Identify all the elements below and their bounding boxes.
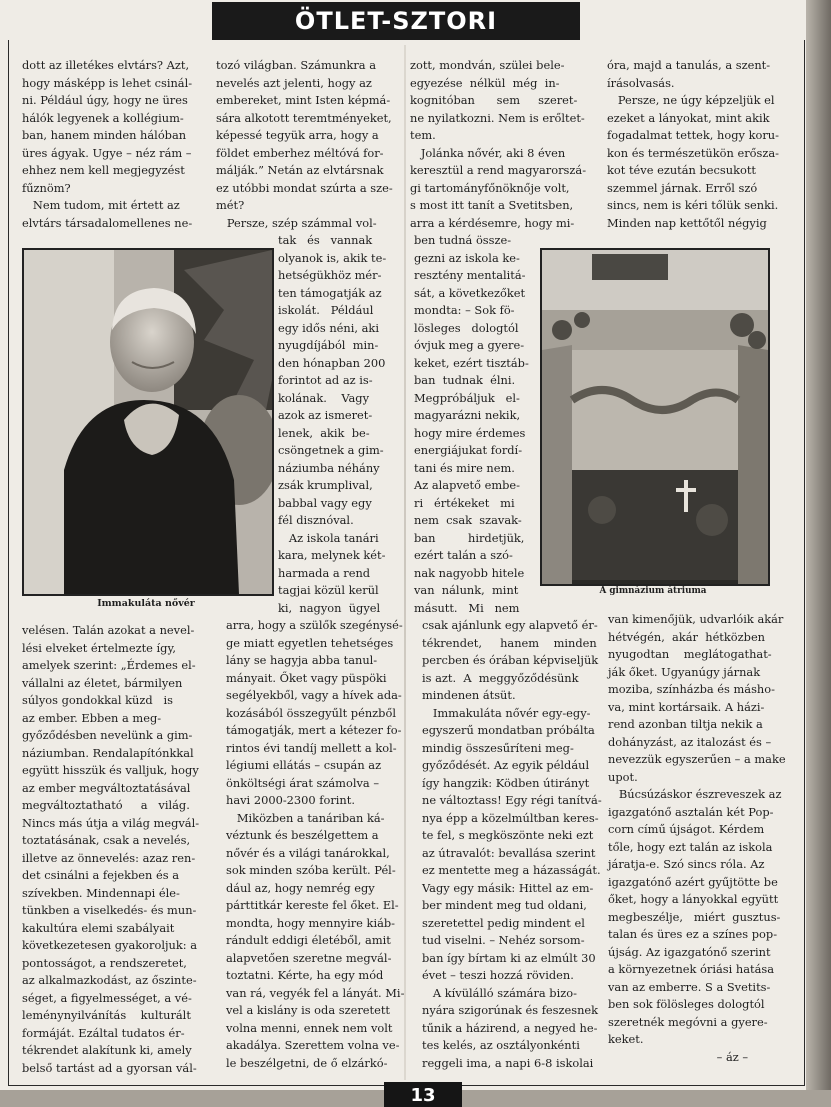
text-line: den hónapban 200	[278, 355, 386, 370]
text-line: győződésben nevelünk a gim-	[22, 728, 193, 742]
column-1-bottom	[22, 622, 199, 1077]
text-line: olyanok is, akik te-	[278, 250, 387, 265]
text-line: hálók legyenek a kollégium-	[22, 110, 184, 125]
text-line: sincs, nem is kéri tőlük senki.	[607, 198, 779, 212]
text-line: te fel, s megköszönte neki ezt	[422, 828, 594, 842]
text-line: kakultúra elemi szabályait	[22, 920, 175, 935]
text-line: kolának. Vagy	[278, 390, 370, 405]
page-edge-shadow	[806, 0, 831, 1107]
text-line: Jolánka nővér, aki 8 éven	[410, 145, 566, 160]
text-line: amelyek szerint: „Érdemes el-	[22, 658, 196, 672]
text-line: keket, ezért tisztáb-	[414, 355, 529, 370]
text-line: támogatják, mert a kétezer fo-	[226, 723, 402, 737]
text-line: csak ajánlunk egy alapvető ér-	[422, 618, 598, 632]
text-line: Búcsúzáskor észreveszek az	[608, 787, 782, 801]
text-line: tagjai közül kerül	[278, 583, 379, 597]
text-line: forintot ad az is-	[278, 373, 373, 387]
text-line: moziba, színházba és másho-	[608, 682, 775, 696]
text-line: harmada a rend	[278, 565, 371, 580]
text-line: ban így bírtam ki az elmúlt 30	[422, 950, 596, 965]
text-line: évet – teszi hozzá röviden.	[422, 968, 574, 982]
text-line: van nálunk, mint	[414, 583, 519, 597]
text-line: hogy másképp is lehet csinál-	[22, 75, 193, 90]
text-line: zott, mondván, szülei bele-	[410, 58, 565, 72]
text-line: fűznöm?	[22, 180, 71, 195]
portrait-caption: Immakuláta nővér	[97, 598, 195, 609]
text-line: toztatásának, csak a nevelés,	[22, 833, 191, 847]
atrium-caption: A gimnázium átriuma	[599, 586, 707, 596]
text-line: náziumba néhány	[278, 460, 380, 475]
text-line: dott az illetékes elvtárs? Azt,	[22, 58, 190, 72]
text-line: tem.	[410, 128, 436, 142]
text-line: nevezzük egyszerűen – a make	[608, 752, 786, 766]
text-line: Az alapvető embe-	[414, 478, 521, 492]
column-2-bottom	[226, 617, 404, 1072]
text-line: tékrendet, hanem minden	[422, 635, 597, 650]
text-line: kot téve ezután becsukott	[607, 163, 756, 177]
text-line: lenek, akik be-	[278, 425, 370, 440]
text-line: is azt. A meggyőződésünk	[422, 670, 579, 685]
text-line: ben tudná össze-	[414, 233, 512, 247]
portrait-photo	[22, 248, 274, 596]
text-line: mondta: – Sok fö-	[414, 303, 515, 317]
text-line: Persze, szép számmal vol-	[216, 215, 377, 230]
text-line: sára alkotott teremtményeket,	[216, 110, 392, 125]
text-line: hetségükhöz mér-	[278, 268, 382, 282]
column-3-bottom	[422, 617, 602, 1072]
text-line: ber mindent meg tud oldani,	[422, 898, 587, 912]
text-line: hétvégén, akár hétközben	[608, 629, 766, 644]
text-line: önköltségi árat számolva –	[226, 775, 380, 790]
text-line: van rá, vegyék fel a lányát. Mi-	[226, 985, 405, 1000]
text-line: tünkben a viselkedés- és mun-	[22, 903, 197, 917]
text-line: nya épp a közelmúltban keres-	[422, 810, 599, 825]
text-line: együtt hisszük és valljuk, hogy	[22, 763, 199, 777]
column-4-top	[607, 57, 779, 232]
text-line: az ember megváltoztatásával	[22, 780, 191, 795]
text-line: őket, hogy a lányokkal együtt	[608, 892, 779, 906]
text-line: velésen. Talán azokat a nevel-	[22, 623, 195, 637]
text-line: le beszélgetni, de ő elzárkó-	[226, 1055, 388, 1070]
text-line: segélyekből, vagy a hívek ada-	[226, 688, 402, 702]
text-line: rend azonban tiltja nekik a	[608, 717, 763, 731]
text-line: nak nagyobb hitele	[414, 565, 525, 580]
section-title: ÖTLET-SZTORI	[294, 7, 498, 35]
atrium-photo	[540, 248, 770, 586]
text-line: kognitóban sem szeret-	[410, 93, 578, 107]
text-line: súlyos gondokkal küzd is	[22, 693, 173, 707]
text-line: percben és órában képviseljük	[422, 653, 599, 667]
text-line: nővér és a világi tanárokkal,	[226, 845, 390, 860]
text-line: rándult eddigi életéből, amit	[226, 933, 391, 947]
text-line: szívekben. Mindennapi éle-	[22, 885, 180, 900]
text-line: az alkalmazkodást, az őszinte-	[22, 973, 197, 987]
text-line: nyugdíjából min-	[278, 338, 379, 352]
column-4-bottom	[608, 611, 786, 1066]
text-line: véztunk és beszélgettem a	[226, 828, 379, 842]
text-line: ten támogatják az	[278, 285, 382, 300]
text-line: ni. Például úgy, hogy ne üres	[22, 93, 188, 107]
text-line: üres ágyak. Ugye – néz rám –	[22, 145, 192, 160]
text-line: mondta, hogy mennyire kiáb-	[226, 915, 396, 930]
text-line: Megpróbáljuk el-	[414, 390, 520, 405]
text-line: nyára szigorúnak és feszesnek	[422, 1003, 599, 1017]
text-line: mét?	[216, 198, 245, 212]
text-line: vállalni az életet, bármilyen	[22, 675, 183, 690]
text-line: reggeli ima, a napi 6-8 iskolai	[422, 1055, 594, 1070]
text-line: kara, melynek két-	[278, 548, 386, 562]
text-line: írásolvasás.	[607, 75, 675, 90]
page-number: 13	[410, 1085, 436, 1106]
text-line: tani és mire nem.	[414, 460, 515, 475]
text-line: elvtárs társadalomellenes ne-	[22, 215, 193, 230]
text-line: megváltoztatható a világ.	[22, 798, 190, 812]
text-line: ge miatt egyetlen tehetséges	[226, 635, 394, 650]
text-line: óra, majd a tanulás, a szent-	[607, 58, 771, 72]
text-line: ban hirdetjük,	[414, 530, 525, 545]
text-line: fél disznóval.	[278, 513, 354, 527]
text-line: det csinálni a fejekben és a	[22, 868, 179, 882]
text-line: ezeket a lányokat, mint akik	[607, 110, 770, 125]
text-line: gezni az iskola ke-	[414, 250, 520, 265]
text-line: s most itt tanít a Svetitsben,	[410, 198, 574, 212]
text-line: pontosságot, a rendszeretet,	[22, 955, 187, 970]
text-line: nevelés azt jelenti, hogy az	[216, 75, 372, 90]
text-line: keket.	[608, 1032, 644, 1046]
text-line: győződését. Az egyik például	[422, 758, 590, 772]
text-line: a környezetnek óriási hatása	[608, 962, 775, 976]
column-2-top	[216, 57, 393, 232]
text-line: keresztül a rend magyarorszá-	[410, 163, 587, 177]
text-line: toztatni. Kérte, ha egy mód	[226, 968, 384, 982]
text-line: séget, a figyelmességet, a vé-	[22, 990, 192, 1005]
text-line: megbeszélje, miért gusztus-	[608, 909, 781, 924]
text-line: így hangzik: Ködben útirányt	[422, 775, 590, 790]
text-line: óvjuk meg a gyere-	[414, 338, 525, 352]
text-line: egyezése nélkül még in-	[410, 75, 560, 90]
text-line: légiumi ellátás – csupán az	[226, 758, 382, 772]
text-line: ehhez nem kell megjegyzést	[22, 163, 185, 177]
text-line: akadálya. Szerettem volna ve-	[226, 1038, 400, 1052]
text-line: ri értékeket mi	[414, 495, 515, 510]
text-line: volna menni, ennek nem volt	[226, 1020, 393, 1035]
text-line: leménynyilvánítás kulturált	[22, 1008, 191, 1022]
text-line: nyugodtan meglátogathat-	[608, 647, 772, 661]
text-line: illetve az önnevelés: azaz ren-	[22, 850, 196, 865]
text-line: lési elveket értelmezte így,	[22, 640, 177, 655]
text-line: tud viselni. – Nehéz sorsom-	[422, 933, 585, 947]
text-line: tűnik a házirend, a negyed he-	[422, 1020, 598, 1035]
text-line: tak és vannak	[278, 233, 373, 247]
text-line: ez utóbbi mondat szúrta a sze-	[216, 180, 393, 195]
text-line: va, mint kortársaik. A házi-	[608, 699, 765, 714]
text-line: dául az, hogy nemrég egy	[226, 880, 375, 895]
text-line: iskolát. Például	[278, 303, 374, 317]
column-3-middle	[414, 232, 529, 617]
portrait-image	[24, 250, 272, 594]
text-line: energiájukat fordí-	[414, 443, 523, 457]
text-line: képessé tegyük arra, hogy a	[216, 128, 379, 142]
text-line: tozó világban. Számunkra a	[216, 58, 376, 72]
text-line: Minden nap kettőtől négyig	[607, 215, 767, 230]
text-line: babbal vagy egy	[278, 495, 372, 510]
text-line: ban tudnak élni.	[414, 373, 516, 387]
text-line: mányait. Őket vagy püspöki	[226, 670, 387, 685]
column-1-top	[22, 57, 192, 232]
text-line: lány se hagyja abba tanul-	[226, 653, 378, 667]
text-line: az útravalót: bevallása szerint	[422, 845, 596, 860]
text-line: Persze, ne úgy képzeljük el	[607, 93, 775, 107]
text-line: lösleges dologtól	[414, 320, 519, 335]
text-line: mindig összesűríteni meg-	[422, 740, 574, 755]
text-line: formáját. Ezáltal tudatos ér-	[22, 1025, 185, 1040]
text-line: fogadalmat tettek, hogy koru-	[607, 128, 779, 142]
text-line: talan és üres ez a színes pop-	[608, 927, 778, 941]
text-line: embereket, mint Isten képmá-	[216, 93, 391, 107]
text-line: Nincs más útja a világ megvál-	[22, 815, 200, 830]
text-line: szeretnék megóvni a gyere-	[608, 1014, 768, 1029]
text-line: málják.” Netán az elvtársnak	[216, 163, 384, 177]
column-2-middle	[278, 232, 386, 617]
text-line: újság. Az igazgatónő szerint	[608, 944, 771, 959]
text-line: upot.	[608, 769, 638, 784]
text-line: egyszerű mondatban próbálta	[422, 723, 595, 737]
text-line: másutt. Mi nem	[414, 600, 520, 615]
text-line: vel a kislány is oda szeretett	[226, 1003, 390, 1017]
text-line: ban, hanem minden hálóban	[22, 128, 187, 142]
text-line: Nem tudom, mit értett az	[22, 198, 180, 212]
text-line: arra a kérdésemre, hogy mi-	[410, 215, 575, 230]
text-line: tőle, hogy ezt talán az iskola	[608, 839, 773, 854]
text-line: hogy mire érdemes	[414, 425, 526, 440]
text-line: földet emberhez méltóvá for-	[216, 145, 384, 160]
text-line: egy idős néni, aki	[278, 320, 379, 335]
text-line: igazgatónő asztalán két Pop-	[608, 804, 774, 819]
text-line: az ember. Ebben a meg-	[22, 710, 162, 725]
text-line: Az iskola tanári	[278, 530, 379, 545]
text-line: mindenen átsüt.	[422, 688, 516, 702]
text-line: gi tartományfőnöknője volt,	[410, 180, 570, 195]
text-line: zsák krumplival,	[278, 478, 373, 492]
text-line: rintos évi tandíj mellett a kol-	[226, 740, 397, 755]
text-line: arra, hogy a szülők szegénysé-	[226, 618, 403, 632]
text-line: következetesen gyakoroljuk: a	[22, 938, 198, 952]
text-line: ják őket. Ugyanúgy járnak	[608, 664, 761, 679]
text-line: ne nyilatkozni. Nem is erőltet-	[410, 110, 585, 125]
text-line: járatja-e. Szó sincs róla. Az	[608, 857, 765, 871]
text-line: corn című újságot. Kérdem	[608, 822, 765, 836]
text-line: Vagy egy másik: Hittel az em-	[422, 880, 594, 895]
atrium-image	[542, 250, 768, 584]
text-line: náziumban. Rendalapítónkkal	[22, 745, 194, 760]
text-line: ben sok fölösleges dologtól	[608, 997, 765, 1011]
text-line: kozásából összegyűlt pénzből	[226, 705, 396, 720]
text-line: azok az ismeret-	[278, 408, 373, 422]
text-line: igazgatónő azért gyűjtötte be	[608, 874, 778, 889]
text-line: kon és természetükön erősza-	[607, 145, 779, 160]
text-line: ez mentette meg a házasságát.	[422, 863, 601, 877]
text-line: van az emberre. S a Svetits-	[608, 979, 771, 994]
text-line: – áz –	[608, 1049, 749, 1064]
text-line: sok minden szóba került. Pél-	[226, 863, 396, 877]
text-line: havi 2000-2300 forint.	[226, 793, 355, 807]
text-line: szemmel járnak. Erről szó	[607, 180, 758, 195]
text-line: nem csak szavak-	[414, 513, 522, 527]
text-line: Miközben a tanáriban ká-	[226, 810, 385, 825]
text-line: ne változtass! Egy régi tanítvá-	[422, 793, 602, 807]
text-line: csöngetnek a gim-	[278, 443, 384, 457]
text-line: szeretettel pedig mindent el	[422, 915, 585, 930]
text-line: Immakuláta nővér egy-egy-	[422, 705, 591, 720]
text-line: dohányzást, az italozást és –	[608, 734, 772, 749]
text-line: ki, nagyon ügyel	[278, 600, 381, 615]
text-line: resztény mentalitá-	[414, 268, 526, 282]
text-line: sát, a következőket	[414, 285, 526, 300]
text-line: magyarázni nekik,	[414, 408, 521, 422]
column-3-top	[410, 57, 586, 232]
text-line: ezért talán a szó-	[414, 548, 513, 562]
text-line: belső tartást ad a gyorsan vál-	[22, 1060, 197, 1075]
text-line: párttitkár kereste fel őket. El-	[226, 898, 399, 912]
text-line: alapvetően szeretne megvál-	[226, 950, 392, 965]
text-line: A kívülálló számára bizo-	[422, 985, 577, 1000]
text-line: van kimenőjük, udvarlóik akár	[608, 612, 784, 626]
text-line: tes kelés, az osztályonkénti	[422, 1038, 580, 1052]
text-line: tékrendet alakítunk ki, amely	[22, 1043, 192, 1057]
